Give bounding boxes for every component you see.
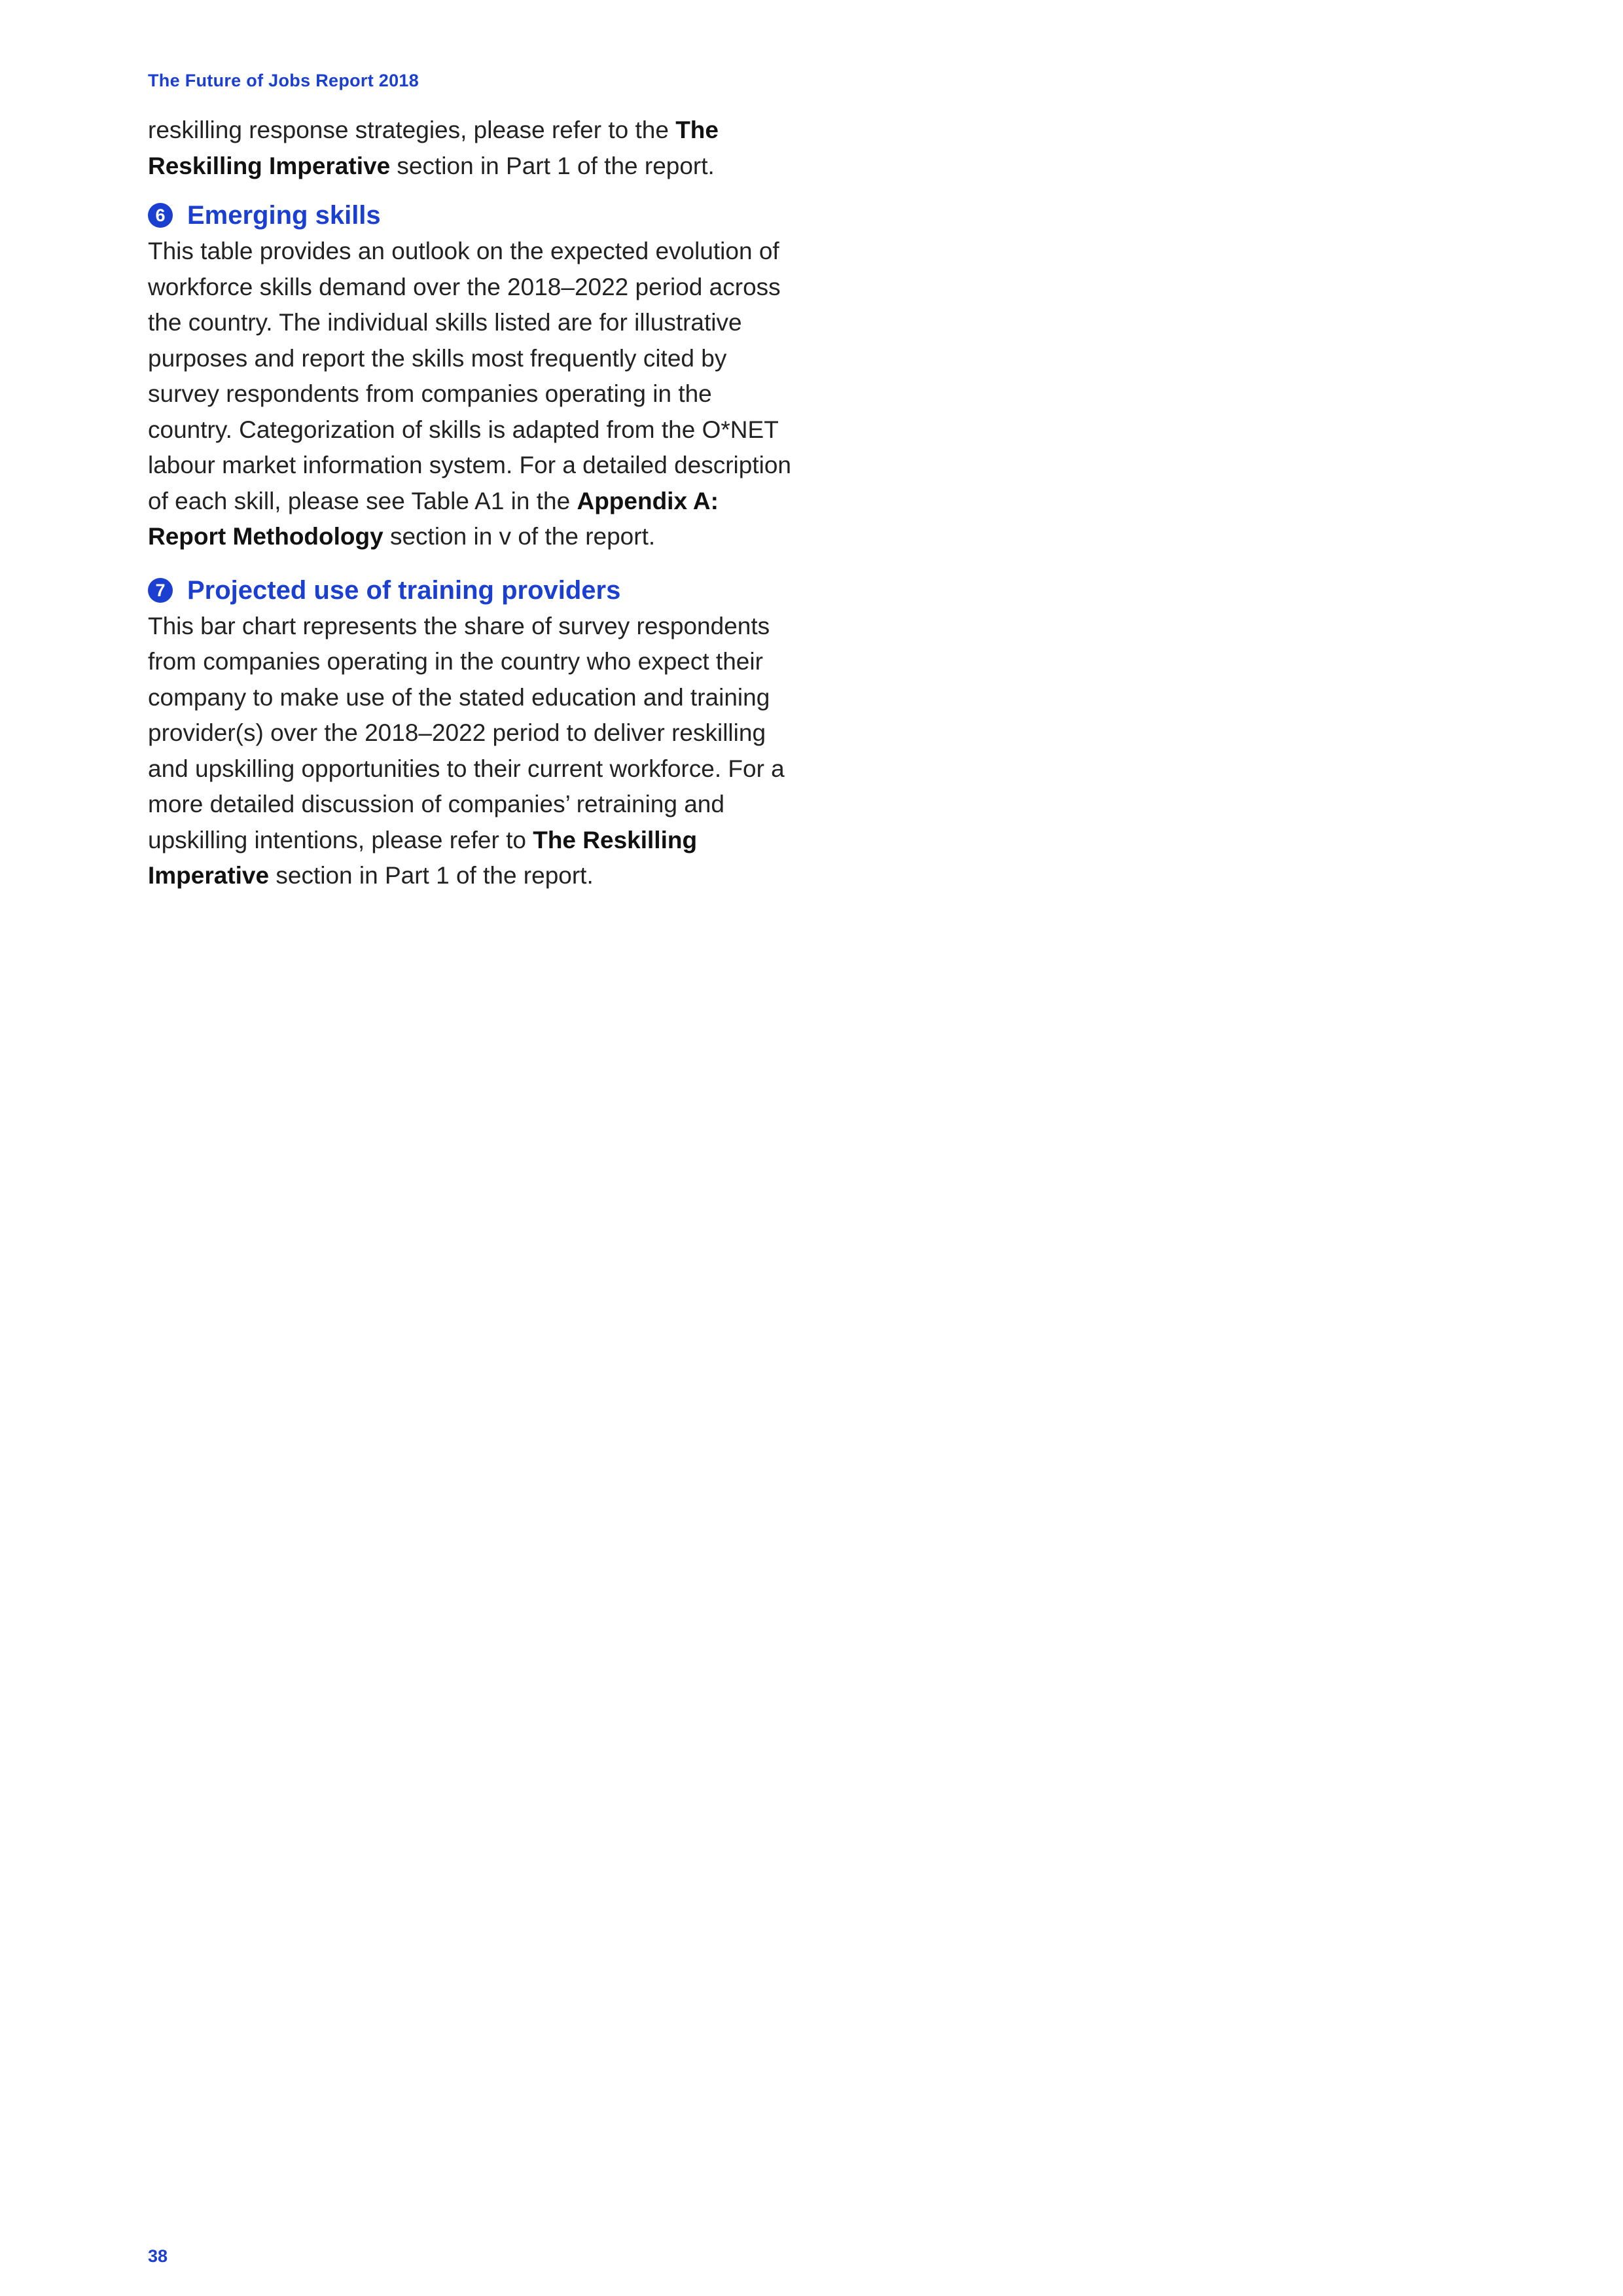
section-heading [148, 572, 802, 609]
section-bold-reference: The Reskilling Imperative [148, 826, 698, 889]
intro-text: reskilling response strategies, please refer to the [148, 117, 676, 143]
intro-paragraph [148, 113, 802, 184]
section-bold-reference: Appendix A: Report Methodology [148, 487, 719, 550]
section-training-providers [148, 572, 802, 894]
number-badge-icon: 7 [148, 578, 173, 603]
section-paragraph [148, 234, 802, 555]
section-title: Projected use of training providers [187, 575, 621, 605]
intro-text-tail: section in Part 1 of the report. [390, 152, 715, 179]
section-text: This table provides an outlook on the expected evolution of workforce skills demand over the 2018–2022 period across the country. The individual skills listed are for illustrative purposes and report the skills most frequently cited by survey respondents from companies operating in the country. Categorization of skills is adapted from the O*NET labour market information system. For a detailed description of each skill, please see Table A1 in the [148, 238, 791, 514]
section-text: This bar chart represents the share of survey respondents from companies operating in the country who expect their company to make use of the stated education and training provider(s) over the 2018–2022 period to deliver reskilling and upskilling opportunities to their current workforce. For a more detailed discussion of companies’ retraining and upskilling intentions, please refer to [148, 612, 785, 853]
report-header-title: The Future of Jobs Report 2018 [148, 71, 419, 90]
page-number: 38 [148, 2246, 168, 2266]
section-text-tail: section in v of the report. [383, 523, 656, 550]
text-column [148, 113, 802, 894]
intro-bold-reference: The Reskilling Imperative [148, 117, 719, 179]
section-text-tail: section in Part 1 of the report. [269, 862, 594, 889]
number-badge-icon: 6 [148, 203, 173, 228]
section-title: Emerging skills [187, 201, 381, 230]
section-heading [148, 197, 802, 234]
section-paragraph [148, 609, 802, 894]
section-emerging-skills [148, 197, 802, 555]
